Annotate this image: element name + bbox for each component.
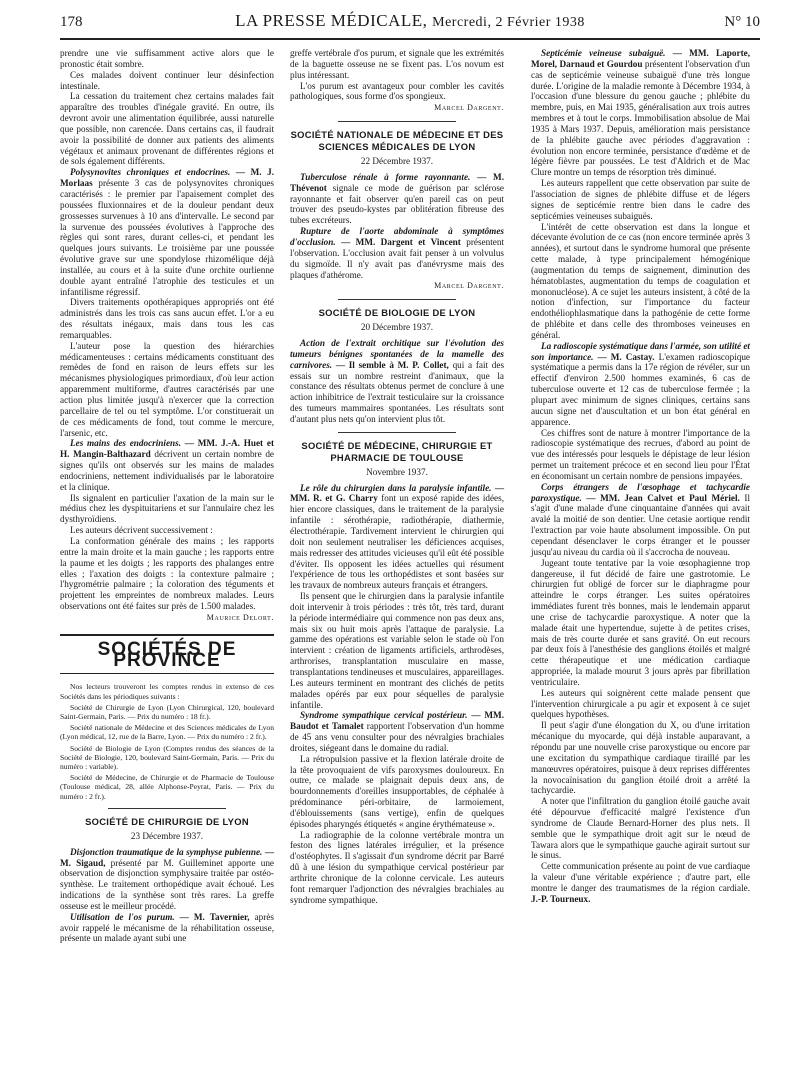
- article-septicemie: [531, 48, 750, 178]
- article-syndrome-sympathique: [290, 710, 504, 753]
- article-title: Disjonction traumatique de la symphyse pubienne.: [70, 846, 263, 857]
- article-authors: — MM. J.-A. Huet et H. Mangin-Balthazard: [60, 438, 274, 460]
- paragraph: Jugeant toute tentative par la voie œsophagienne trop dangereuse, il fut décidé de faire une gastrotomie. Le chirurgien fut obligé de forcer sur le diaphragme pour atteindre le corps étranger. Les suites opératoires immédiates furent très bonnes, mais le lendemain apparut une crise de tachycardie paroxystique. A noter que la malade était une hypertendue, sujette à de petites crises, mais de très courte durée et sans gravité. On eut recours par deux fois à l'anesthésie des ganglions étoilés et malgré cette thérapeutique et une médication cardiaque appropriée, la malade mourut 3 jours après par fibrillation ventriculaire.: [531, 557, 750, 687]
- paragraph: L'auteur pose la question des hiérarchies médicamenteuses : certains médicaments constituant des remèdes de fond en raison de leurs effets sur les mécanismes physiologiques primordiaux, d'où leur action apparemment multiforme, d'autres caractérisés par une action plus limitée jusqu'à n'exercer que la correction parcellaire de tel ou tel symptôme. L'or constituerait un de ces médicaments de fond, tout comme le mercure, l'arsenic, etc.: [60, 340, 274, 438]
- note-item: Société nationale de Médecine et des Sciences médicales de Lyon (Lyon médical, 12, rue de la Barre, Lyon. — Prix du numéro : 2 fr.).: [60, 723, 274, 742]
- signature: J.-P. Tourneux.: [531, 893, 591, 904]
- session-date: 23 Décembre 1937.: [130, 830, 204, 841]
- journal-title: [60, 11, 760, 31]
- article-title: Utilisation de l'os purum.: [70, 911, 175, 922]
- page-number: 178: [60, 14, 83, 30]
- article-title: Tuberculose rénale à forme rayonnante.: [300, 171, 471, 182]
- periodicals-note: [60, 682, 274, 800]
- article-authors: — MM. Baudot et Tamalet: [290, 710, 505, 732]
- issue-date: Mercredi, 2 Février 1938: [432, 15, 585, 30]
- society-heading: SOCIÉTÉ DE BIOLOGIE DE LYON: [318, 307, 476, 319]
- article-mains: [60, 438, 274, 492]
- header-rule: [60, 38, 760, 40]
- article-text: présente 3 cas de polysynovites chroniques caractérisés : le premier par l'apaisement complet des poussées fluxionnaires et de la douleur pendant deux grossesses survenues à 10 ans d'intervalle. Le second par la survenue des poussées évolutives à l'approche des règles qui sont rares, durant celles-ci, et pendant les quelques jours suivants. Le troisième par une poussée évolutive grave sur une spondylose rhizomélique déjà installée, au cours et à la suite d'une orchite ourlienne double ayant entraîné l'atrophie des testicules et un infantilisme régressif.: [60, 178, 274, 297]
- paragraph: [531, 861, 750, 904]
- paragraph: Ces chiffres sont de nature à montrer l'importance de la radioscopie systématique des recrues, d'abord au point de vue des intéressés pour lesquels le dépistage de leur lésion permet un traitement précoce et en second lieu pour l'État en économisant un certain nombre de pensions impayées.: [531, 427, 750, 481]
- article-authors: — M. Castay.: [597, 351, 655, 362]
- article-authors: — M. J. Morlaas: [60, 167, 274, 189]
- paragraph: L'os purum est avantageux pour combler les cavités pathologiques, sous forme d'os spongieux.: [290, 80, 504, 102]
- article-radioscopie: [531, 341, 750, 428]
- paragraph: Il peut s'agir d'une élongation du X, ou d'une irritation mécanique du myocarde, qui déjà instable auparavant, a répondu par une nouvelle crise paroxystique ou encore par une excitation du sympathique cardiaque tiraillé par les manœuvres opératoires, puisque à deux reprises différentes la novocaïnisation du ganglion étoilé droit a arrêté la tachycardie.: [531, 720, 750, 796]
- note-intro: Nos lecteurs trouveront les comptes rendus in extenso de ces Sociétés dans les périodiques suivants :: [60, 682, 274, 701]
- society-heading: SOCIÉTÉ DE CHIRURGIE DE LYON: [85, 815, 249, 827]
- article-authors: — M. Sigaud,: [60, 846, 275, 868]
- article-polysynovites: [60, 167, 274, 297]
- note-item: Société de Chirurgie de Lyon (Lyon Chirurgical, 120, boulevard Saint-Germain, Paris. — Prix du numéro : 18 fr.).: [60, 702, 274, 722]
- signature: Marcel Dargent.: [434, 103, 504, 113]
- journal-name: LA PRESSE MÉDICALE,: [235, 11, 428, 30]
- article-authors: — MM. Jean Calvet et Paul Mériel.: [586, 492, 740, 503]
- society-heading: SOCIÉTÉ DE MÉDECINE, CHIRURGIE ET PHARMACIE DE TOULOUSE: [301, 439, 493, 463]
- paragraph: Ces malades doivent continuer leur désinfection intestinale.: [60, 69, 274, 91]
- paragraph: Les auteurs rappellent que cette observation par suite de l'association de signes de phlébite diffuse et de légers signes de septicémie rentre bien dans le cadre des septicémies veineuses subaiguës.: [531, 178, 750, 221]
- paragraph: La conformation générale des mains ; les rapports entre la main droite et la main gauche ; les rapports entre la paume et les doigts ; les rapports des phalanges entre elles ; l'axation des doigts : la contexture palmaire ; l'hygrométrie palmaire ; la coloration des téguments et projettent les empreintes de nombreux malades. Leurs observations ont été faites sur près de 1.500 malades.: [60, 535, 274, 612]
- article-text: présentent l'observation d'un cas de septicémie veineuse subaiguë d'une très longue durée. L'origine de la maladie remonte à Décembre 1934, à l'occasion d'une blessure du genou gauche ; phlébite du membre, puis, en Mai 1935, généralisation aux trois autres membres et à tout le corps. Immobilisation absolue de Mai 1935 à Mars 1937. Depuis, amélioration mais persistance de la phlébite gauche avec périodes d'aggravation : évolution non encore terminée, persistance d'œdème et de légère fièvre par poussées. Le test d'Aldrich et de Mac Clure montre un temps de résorption très diminué.: [531, 58, 751, 178]
- society-heading: SOCIÉTÉ NATIONALE DE MÉDECINE ET DES SCIENCES MÉDICALES DE LYON: [290, 129, 504, 153]
- article-tuberculose: [290, 172, 504, 226]
- paragraph: Ils pensent que le chirurgien dans la paralysie infantile doit intervenir à trois périodes : très tôt, très tard, durant la période intermédiaire qui commence non pas deux ans, mais six ou huit mois après l'attaque de paralysie. La gamme des opérations est variable selon le stade où l'on intervient : création de ligaments artificiels, arthrodèses, arthrorises, transplantation musculaire en masse, transplantations tendineuses et musculaires, appareillages. Les auteurs terminent en montrant des clichés de petits malades opérés par eux pour séquelles de paralysie infantile.: [290, 591, 504, 710]
- article-title: Rupture de l'aorte abdominale à symptômes d'occlusion.: [290, 226, 504, 247]
- article-title: Les mains des endocriniens.: [70, 438, 182, 449]
- page-header: [60, 8, 760, 42]
- article-text: décrivent un certain nombre de signes qu'ils ont observés sur les mains de malades endocriniens, nettement individualisés par le laboratoire et la clinique.: [60, 449, 275, 492]
- article-authors: — M. Thévenot: [290, 171, 504, 193]
- article-authors: — Il semble à M. P. Collet,: [335, 359, 449, 370]
- article-title: Le rôle du chirurgien dans la paralysie infantile.: [300, 482, 492, 493]
- paragraph: La radiographie de la colonne vertébrale montra un feston des lignes latérales irrégulier, et la présence d'ostéophytes. Il s'agissait d'un syndrome décrit par Barré dû à une lésion du sympathique cervical postérieur par arthrite chronique de la colonne cervicale. Les auteurs font remarquer l'adjonction des névralgies brachiales au syndrome sympathique.: [290, 829, 504, 905]
- article-title: Corps étrangers de l'œsophage et tachycardie paroxystique.: [531, 481, 750, 503]
- column-2: [290, 48, 504, 906]
- note-item: Société de Biologie de Lyon (Comptes rendus des séances de la Société de Biologie, 120, boulevard Saint-Germain, Paris. — Prix du numéro : variable).: [60, 743, 274, 772]
- article-corps-etrangers: [531, 482, 750, 558]
- article-text: font un exposé rapide des idées, hier encore classiques, dans le traitement de la paralysie infantile : sérothérapie, radiothérapie, diathermie, électrothérapie. Tardivement intervient le chirurgien qui doit non seulement neutraliser les déficiences acquises, mais redresser des attitudes vicieuses qu'il eût été possible d'éviter. Ils opposent les idées actuelles qui résument l'expérience de tous les orthopédistes et sont basées sur les travaux de nombreux auteurs français et étrangers.: [290, 493, 504, 591]
- article-title: Syndrome sympathique cervical postérieur.: [300, 710, 468, 721]
- signature: Maurice Delort.: [206, 612, 274, 622]
- divider: [338, 299, 456, 300]
- article-text: présentent l'observation. L'occlusion avait fait penser à un volvulus du sigmoïde. Il n'y avait pas d'anévrysme mais des plaques d'athérome.: [290, 236, 505, 280]
- article-title: Polysynovites chroniques et endocrines.: [70, 167, 231, 178]
- paragraph: Les auteurs décrivent successivement :: [70, 525, 213, 536]
- paragraph: La cessation du traitement chez certains malades fait apparaître des troubles d'inégale gravité. En outre, ils devront avoir une alimentation équilibrée, aussi naturelle que possible, non carencée. Dans certains cas, il faudrait avoir la possibilité de donner aux patients des aliments végétaux et animaux provenant de différentes régions et de sols également différents.: [60, 91, 274, 167]
- column-3: [531, 48, 750, 905]
- paragraph: A noter que l'infiltration du ganglion étoilé gauche avait été dépourvue d'efficacité malgré l'existence d'un syndrome de Claude Bernard-Horner des plus nets. Il semble que le sympathique droit agit sur le nœud de Tawara alors que le sympathique gauche agirait surtout sur le sinus.: [531, 796, 750, 861]
- divider: [338, 121, 456, 122]
- article-extrait-orchitique: [290, 338, 504, 425]
- article-text: rapportent l'observation d'un homme de 45 ans venu consulter pour des névralgies brachiales droites, siégeant dans le domaine du radial.: [290, 721, 504, 753]
- article-title: La radioscopie systématique dans l'armée, son utilité et son importance.: [531, 340, 750, 362]
- divider: [108, 808, 226, 809]
- session-date: Novembre 1937.: [366, 466, 428, 477]
- paragraph: L'intérêt de cette observation est dans la longue et décevante évolution de ce cas (non encore terminée après 3 années), et surtout dans le syndrome humoral que présente cette malade, à type principalement hémogénique (augmentation du temps de saignement, diminution des hématoblastes, augmentation du temps de coagulation et mononucléose). A ce sujet les auteurs insistent, à côté de la notion d'infection, sur l'importance du facteur endothéliophlasmatique dans la pathogénie de cette forme de phlébite et dans celle des thromboses veineuses en général.: [531, 221, 750, 340]
- article-os-purum: [60, 912, 274, 945]
- article-text: L'examen radioscopique systématique a permis dans la 17e région de révéler, sur un effectif d'environ 2.500 hommes examinés, 6 cas de tuberculose ouverte et 12 cas de tuberculose fermée ; la plupart avec minimum de signes cliniques, certains sans aucun signe net d'auscultation et un bon état général en apparence.: [531, 351, 751, 427]
- article-text: Il s'agit d'une malade d'une cinquantaine d'années qui avait avalé la moitié de son dentier. Une cetasie aortique rendit l'extraction par voie haute absolument impossible. On put cependant désenclaver le corps étranger et le pousser jusqu'au niveau du cardia où il s'accrocha de nouveau.: [531, 492, 751, 557]
- session-date: 20 Décembre 1937.: [360, 322, 434, 333]
- paragraph: La rétropulsion passive et la flexion latérale droite de la tête provoquaient de vifs paroxysmes douloureux. En outre, ce malade se plaignait depuis deux ans, de bourdonnements d'oreilles insupportables, de céphalée à prédominance péri-orbitaire, de larmoiement, d'éblouissements (sans vertige), enfin de quelques épisodes pharyngés étiquetés « angine érythémateuse ».: [290, 753, 504, 829]
- article-rupture-aorte: [290, 226, 504, 280]
- section-title-societes-province: SOCIÉTÉS DE PROVINCE: [60, 634, 274, 675]
- paragraph: prendre une vie suffisamment active alors que le pronostic était sombre.: [60, 48, 274, 69]
- article-paralysie-infantile: [290, 483, 504, 591]
- paragraph-text: Cette communication présente au point de vue cardiaque la valeur d'une véritable expérience ; d'autre part, elle montre le danger des traumatismes de la région cardiale.: [531, 861, 750, 893]
- paragraph: greffe vertébrale d'os purum, et signale que les extrémités de la baguette osseuse ne se fixent pas. L'os novum est plus intéressant.: [290, 48, 504, 80]
- signature: Marcel Dargent.: [434, 281, 504, 291]
- article-text: présenté par M. Guilleminet apporte une observation de disjonction symphysaire traitée par ostéo-synthèse. Le traitement orthopédique avait échoué. Les indications de la synthèse sont très rares. La greffe osseuse est le meilleur procédé.: [60, 857, 274, 911]
- session-date: 22 Décembre 1937.: [360, 156, 434, 167]
- column-1: [60, 48, 274, 944]
- note-item: Société de Médecine, de Chirurgie et de Pharmacie de Toulouse (Toulouse médical, 28, allée Alphonse-Peyrat, Paris. — Prix du numéro : 2 fr.).: [60, 773, 274, 801]
- article-disjonction: [60, 847, 274, 912]
- divider: [338, 432, 456, 433]
- paragraph: Ils signalent en particulier l'axation de la main sur le médius chez les dyspituitariens et sur l'annulaire chez les dysthyroïdiens.: [60, 492, 274, 525]
- issue-number: N° 10: [724, 14, 760, 30]
- article-authors: — MM. Laporte, Morel, Darnaud et Gourdou: [531, 48, 750, 69]
- article-title: Action de l'extrait orchitique sur l'évolution des tumeurs bénignes spontanées de la mamelle des carnivores.: [290, 338, 504, 370]
- article-authors: — MM. Dargent et Vincent: [341, 236, 461, 247]
- article-text: qui a fait des essais sur un nombre restreint d'animaux, que la constance des résultats obtenus permet de conclure à une action inhibitrice de l'extrait testiculaire sur la croissance des tumeurs mammaires spontanées. Les résultats sont d'autant plus nets qu'on intervient plus tôt.: [290, 359, 505, 424]
- article-authors: — M. Tavernier,: [179, 911, 250, 922]
- paragraph: Divers traitements opothérapiques appropriés ont été administrés dans les trois cas sans aucun effet. L'or a eu des résultats inégaux, mais dans tous les cas remarquables.: [60, 297, 274, 340]
- article-title: Septicémie veineuse subaiguë.: [541, 48, 666, 58]
- article-text: signale ce mode de guérison par sclérose rayonnante et fait observer qu'en pareil cas on peut trouver des pseudo-kystes par oblitération fibreuse des tubes excréteurs.: [290, 182, 504, 226]
- article-authors: — MM. R. et G. Charry: [290, 482, 504, 504]
- article-text: après avoir rappelé le mécanisme de la réhabilitation osseuse, présente un malade ayant subi une: [60, 911, 274, 944]
- paragraph: Les auteurs qui soignèrent cette malade pensent que l'intervention chirurgicale a pu agir et exposent à ce sujet quelques hypothèses.: [531, 687, 750, 720]
